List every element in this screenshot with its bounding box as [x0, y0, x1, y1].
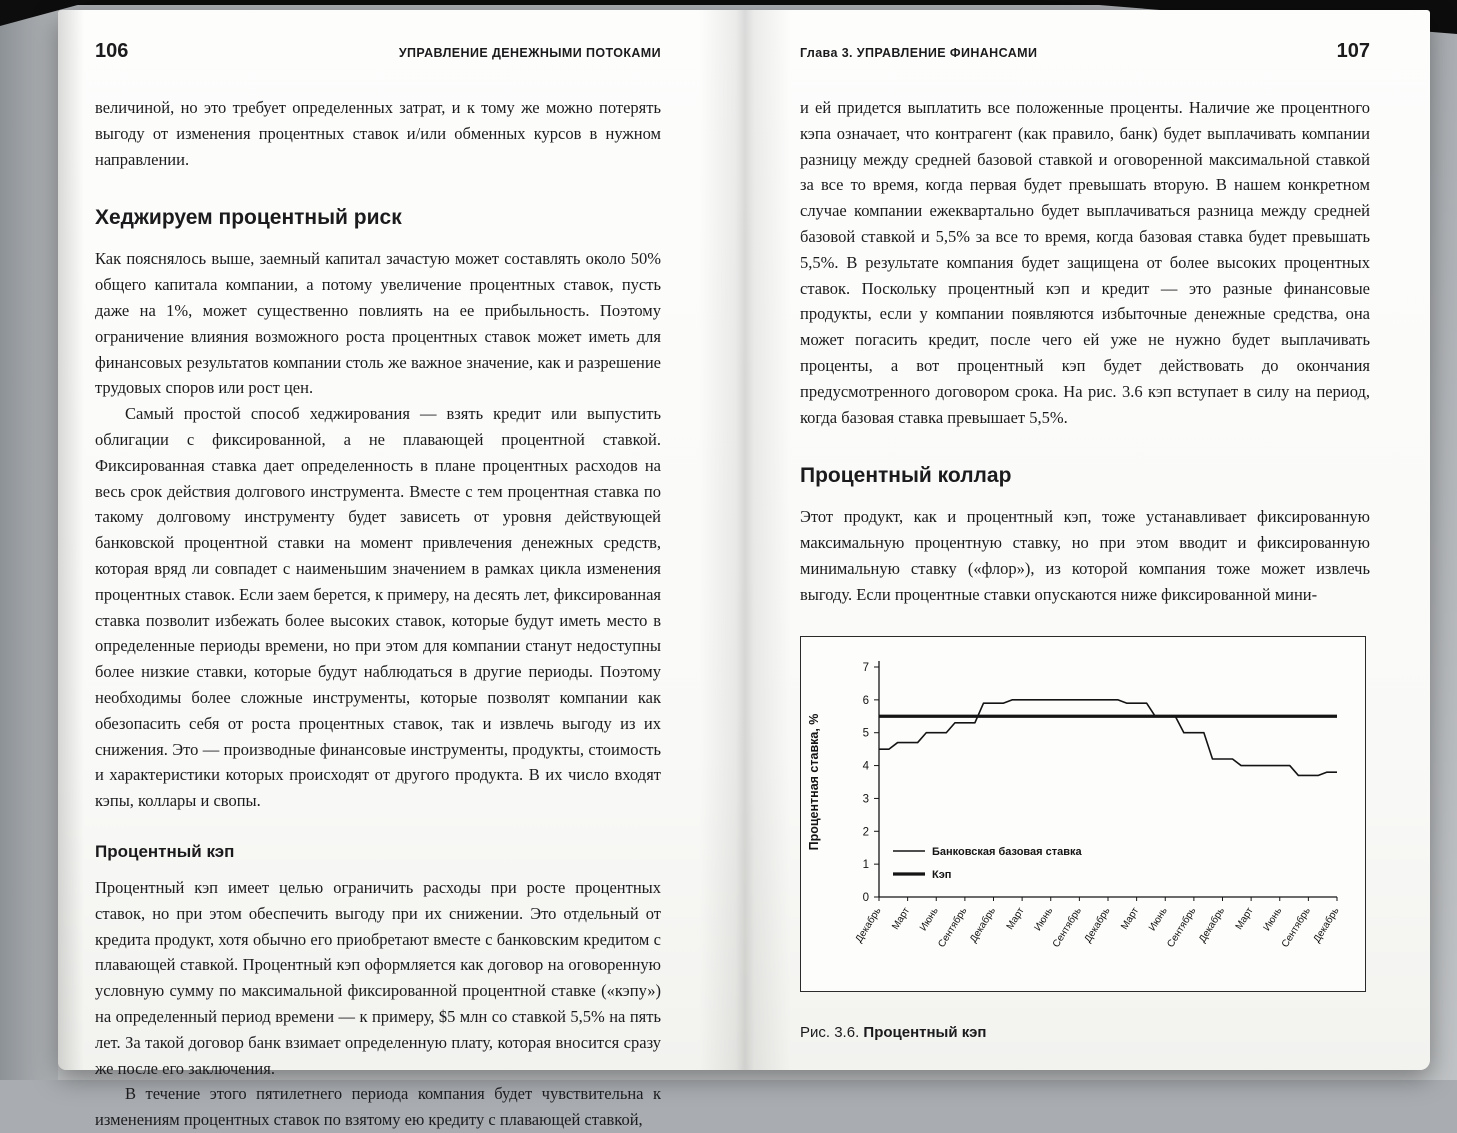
interest-rate-chart	[803, 645, 1363, 991]
figure-caption-label: Рис. 3.6.	[800, 1023, 860, 1041]
paragraph: и ей придется выплатить все положенные проценты. Наличие же процентного кэпа означает, что контрагент (как правило, банк) будет выплачивать компании разницу между средней базовой ставкой и оговоренной максимальной ставкой за все то время, когда первая будет превышать вторую. В нашем конкретном случае компании ежеквартально будет выплачиваться разница между средней базовой ставкой и 5,5% за все то время, когда базовая ставка будет превышать 5,5%. В результате компания будет защищена от более высоких процентных ставок. Поскольку процентный кэп и кредит — это разные финансовые продукты, если у компании появляются избыточные денежные средства, она может погасить кредит, после чего ей уже не нужно будет выплачивать проценты, а вот процентный кэп будет действовать до окончания предусмотренного договором срока. На рис. 3.6 кэп вступает в силу на период, когда базовая ставка превышает 5,5%.	[800, 98, 1370, 427]
svg-text:Процентная ставка, %: Процентная ставка, %	[807, 713, 821, 850]
page-number: 106	[95, 40, 129, 62]
page-left	[95, 40, 661, 1133]
right-page-header	[800, 40, 1370, 63]
svg-text:Июнь: Июнь	[1261, 905, 1285, 933]
running-head: Глава 3. УПРАВЛЕНИЕ ФИНАНСАМИ	[800, 46, 1038, 60]
book-spread	[58, 10, 1430, 1130]
svg-text:Март: Март	[1004, 905, 1027, 932]
svg-text:Декабрь: Декабрь	[968, 905, 999, 945]
svg-text:Март: Март	[1233, 905, 1256, 932]
svg-text:6: 6	[862, 694, 869, 707]
paragraph: Как пояснялось выше, заемный капитал зачастую может составлять около 50% общего капитала компании, а потому увеличение процентных ставок, пусть даже на 1%, может существенно повлиять на ее прибыльность. Поэтому ограничение влияния возможного роста процентных ставок может иметь для финансовых результатов компании столь же важное значение, как и разрешение трудовых споров или рост цен.	[95, 249, 661, 398]
svg-text:3: 3	[862, 792, 869, 805]
svg-text:Сентябрь: Сентябрь	[1279, 905, 1313, 950]
svg-text:Сентябрь: Сентябрь	[1165, 905, 1199, 950]
svg-text:Декабрь: Декабрь	[1311, 905, 1342, 945]
paragraph: Самый простой способ хеджирования — взять кредит или выпустить облигации с фиксированной, а не плавающей процентной ставкой. Фиксированная ставка дает определенность в плане процентных расходов на весь срок действия долгового инструмента. Вместе с тем процентная ставка по такому долговому инструменту будет зависеть от уровня действующей банковской процентной ставки на момент привлечения денежных средств, которая вряд ли совпадет с наименьшим значением в рамках цикла изменения процентных ставок. Если заем берется, к примеру, на десять лет, фиксированная ставка позволит избежать более высоких ставок, которые будут иметь место в определенные периоды времени, но при этом для компании станут недоступны более низкие ставки, которые будут наблюдаться в другие периоды. Поэтому необходимы более сложные инструменты, которые позволят компании как обезопасить себя от роста процентных ставок, так и извлечь выгоду из их снижения. Это — производные финансовые инструменты, продукты, стоимость и характеристики которых происходят от другого продукта. В их число входят кэпы, коллары и свопы.	[95, 404, 661, 811]
svg-text:7: 7	[862, 661, 869, 674]
svg-text:Декабрь: Декабрь	[853, 905, 884, 945]
svg-text:2: 2	[862, 825, 869, 838]
left-page-header	[95, 40, 661, 63]
page-number: 107	[1336, 40, 1370, 62]
svg-text:Март: Март	[890, 905, 913, 932]
svg-text:Сентябрь: Сентябрь	[936, 905, 970, 950]
section-heading: Хеджируем процентный риск	[95, 206, 402, 230]
svg-text:1: 1	[862, 858, 869, 871]
svg-text:Март: Март	[1119, 905, 1142, 932]
book-gutter	[699, 10, 791, 1070]
subsection-heading: Процентный кэп	[95, 841, 235, 861]
paragraph: величиной, но это требует определенных затрат, и к тому же можно потерять выгоду от изменения процентных ставок и/или обменных курсов в нужном направлении.	[95, 98, 661, 169]
paragraph: В течение этого пятилетнего периода компания будет чувствительна к изменениям процентных ставок по взятому ею кредиту с плавающей ставкой,	[95, 1084, 661, 1130]
page-edge-shadow	[58, 10, 84, 1070]
figure-caption	[800, 1024, 1370, 1041]
page-right	[800, 40, 1370, 1041]
figure-box	[800, 636, 1366, 992]
svg-text:Июнь: Июнь	[1032, 905, 1056, 933]
svg-text:Декабрь: Декабрь	[1197, 905, 1228, 945]
paragraph: Процентный кэп имеет целью ограничить расходы при росте процентных ставок, но при этом обеспечить выгоду при их снижении. Это отдельный от кредита продукт, хотя обычно его приобретают вместе с банковским кредитом с плавающей ставкой. Процентный кэп оформляется как договор на оговоренную условную сумму по максимальной фиксированной процентной ставке («кэпу») на определенный период времени — к примеру, $5 млн со ставкой 5,5% на пять лет. За такой договор банк взимает определенную плату, которая вносится сразу же после его заключения.	[95, 877, 661, 1078]
figure-caption-title: Процентный кэп	[863, 1023, 987, 1041]
paragraph: Этот продукт, как и процентный кэп, тоже устанавливает фиксированную максимальную процентную ставку, но при этом вводит и фиксированную минимальную ставку («флор»), из которой компания тоже может извлечь выгоду. Если процентные ставки опускаются ниже фиксированной мини-	[800, 507, 1370, 604]
running-head: УПРАВЛЕНИЕ ДЕНЕЖНЫМИ ПОТОКАМИ	[398, 46, 661, 60]
svg-text:0: 0	[862, 891, 869, 904]
svg-text:4: 4	[862, 760, 869, 773]
svg-text:Банковская базовая ставка: Банковская базовая ставка	[932, 845, 1082, 858]
section-heading: Процентный коллар	[800, 464, 1012, 488]
svg-text:Июнь: Июнь	[917, 905, 941, 933]
svg-text:Сентябрь: Сентябрь	[1050, 905, 1084, 950]
svg-text:Декабрь: Декабрь	[1082, 905, 1113, 945]
svg-text:Июнь: Июнь	[1146, 905, 1170, 933]
svg-text:Кэп: Кэп	[932, 868, 952, 881]
photo-left-edge	[0, 0, 58, 1080]
svg-text:5: 5	[862, 727, 869, 740]
